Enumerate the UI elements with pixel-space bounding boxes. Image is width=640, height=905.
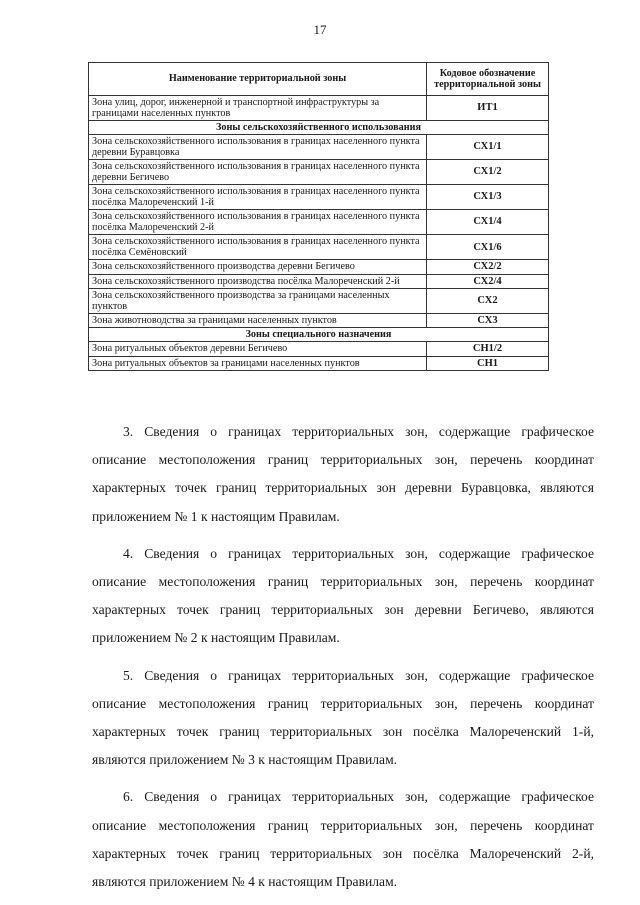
table-row bbox=[89, 342, 549, 356]
zone-name: Зона сельскохозяйственного использования в границах населенного пункта посёлка Малореченский 2-й bbox=[89, 210, 427, 235]
section-row bbox=[89, 328, 549, 342]
zone-name: Зона сельскохозяйственного использования в границах населенного пункта посёлка Малореченский 1-й bbox=[89, 185, 427, 210]
zone-name: Зона сельскохозяйственного использования в границах населенного пункта деревни Буравцовка bbox=[89, 135, 427, 160]
zone-name: Зона сельскохозяйственного производства за границами населенных пунктов bbox=[89, 288, 427, 313]
zone-code: СХ2/2 bbox=[427, 260, 549, 274]
zone-code: СХ2/4 bbox=[427, 274, 549, 288]
table-row bbox=[89, 288, 549, 313]
zone-name: Зона сельскохозяйственного использования в границах населенного пункта деревни Бегичево bbox=[89, 160, 427, 185]
zone-name: Зона животноводства за границами населенных пунктов bbox=[89, 313, 427, 327]
table-header-row bbox=[89, 63, 549, 96]
table-row bbox=[89, 135, 549, 160]
table-row bbox=[89, 356, 549, 370]
zone-code: СХ1/1 bbox=[427, 135, 549, 160]
page-number: 17 bbox=[313, 22, 327, 37]
table-row bbox=[89, 313, 549, 327]
table-row bbox=[89, 96, 549, 121]
table-row bbox=[89, 185, 549, 210]
paragraph-5: 5. Сведения о границах территориальных зон, содержащие графическое описание местоположения границ территориальных зон, перечень координат характерных точек границ территориальных зон посёлка Малореченский 1-й, являются приложением № 3 к настоящим Правилам. bbox=[92, 667, 594, 768]
zone-code: ИТ1 bbox=[427, 96, 549, 121]
zone-name: Зона сельскохозяйственного производства деревни Бегичево bbox=[89, 260, 427, 274]
zone-code: СХ1/4 bbox=[427, 210, 549, 235]
paragraph-4: 4. Сведения о границах территориальных зон, содержащие графическое описание местоположения границ территориальных зон, перечень координат характерных точек границ территориальных зон деревни Бегичево, являются приложением № 2 к настоящим Правилам. bbox=[92, 545, 594, 646]
section-row bbox=[89, 121, 549, 135]
section-title: Зоны специального назначения bbox=[89, 328, 549, 342]
zone-code: СХ1/2 bbox=[427, 160, 549, 185]
paragraph-3: 3. Сведения о границах территориальных зон, содержащие графическое описание местоположения границ территориальных зон, перечень координат характерных точек границ территориальных зон деревни Буравцовка, являются приложением № 1 к настоящим Правилам. bbox=[92, 424, 594, 524]
paragraph-6: 6. Сведения о границах территориальных зон, содержащие графическое описание местоположения границ территориальных зон, перечень координат характерных точек границ территориальных зон посёлка Малореченский 2-й, являются приложением № 4 к настоящим Правилам. bbox=[92, 789, 594, 890]
table-row bbox=[89, 235, 549, 260]
zone-name: Зона ритуальных объектов за границами населенных пунктов bbox=[89, 356, 427, 370]
table-row bbox=[89, 210, 549, 235]
table-row bbox=[89, 260, 549, 274]
zones-table bbox=[88, 62, 549, 371]
zone-name: Зона улиц, дорог, инженерной и транспортной инфраструктуры за границами населенных пунктов bbox=[89, 96, 427, 121]
zone-code: СХ1/6 bbox=[427, 235, 549, 260]
zones-table-body bbox=[89, 96, 549, 371]
zone-code: СХ3 bbox=[427, 313, 549, 327]
header-zone-name: Наименование территориальной зоны bbox=[89, 63, 427, 96]
table-row bbox=[89, 160, 549, 185]
zone-name: Зона ритуальных объектов деревни Бегичево bbox=[89, 342, 427, 356]
header-zone-code: Кодовое обозначение территориальной зоны bbox=[427, 63, 549, 96]
zone-code: СН1 bbox=[427, 356, 549, 370]
zone-code: СХ1/3 bbox=[427, 185, 549, 210]
table-row bbox=[89, 274, 549, 288]
zone-code: СХ2 bbox=[427, 288, 549, 313]
body-text bbox=[92, 418, 594, 905]
section-title: Зоны сельскохозяйственного использования bbox=[89, 121, 549, 135]
zone-name: Зона сельскохозяйственного производства посёлка Малореченский 2-й bbox=[89, 274, 427, 288]
zone-code: СН1/2 bbox=[427, 342, 549, 356]
zone-name: Зона сельскохозяйственного использования в границах населенного пункта посёлка Семёновский bbox=[89, 235, 427, 260]
